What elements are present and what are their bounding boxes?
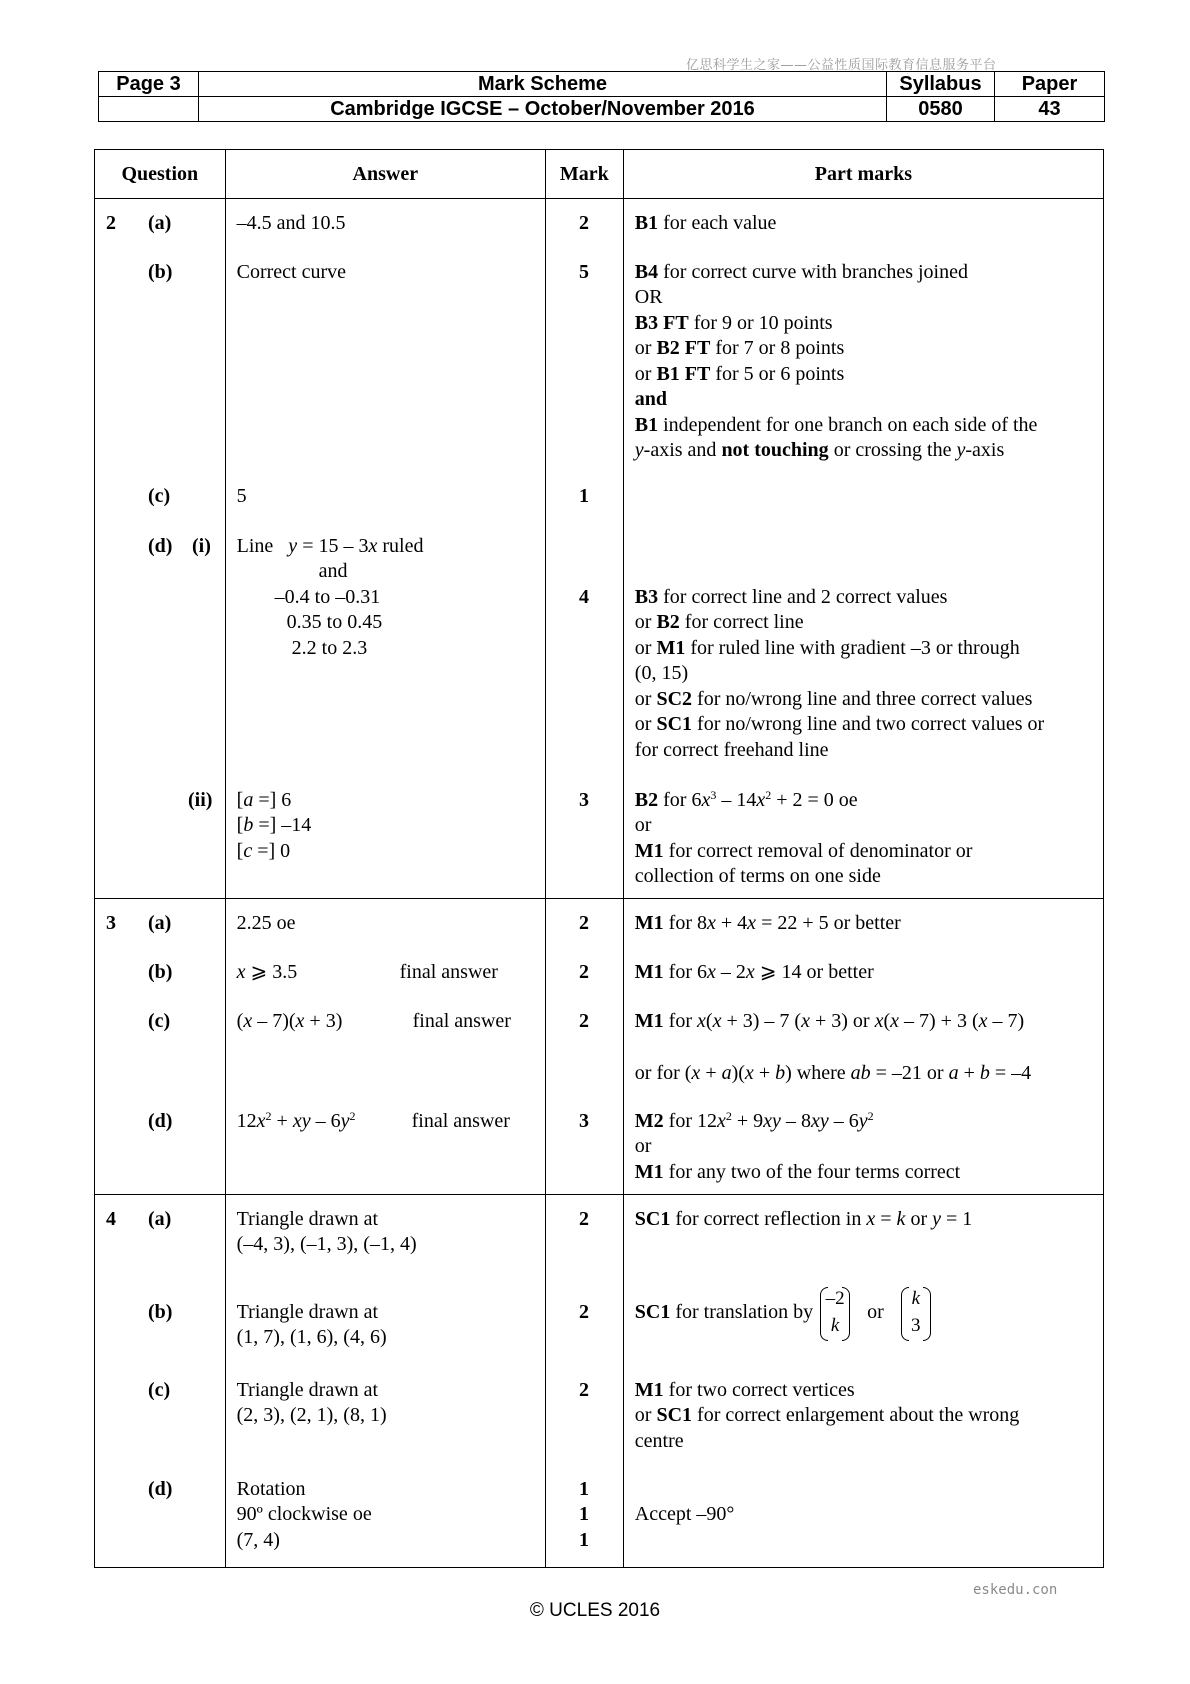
q4d-part-marks: Accept –90°	[634, 1503, 735, 1525]
q3d-part-marks-2: or	[634, 1135, 652, 1157]
q3b-mark: 2	[578, 961, 589, 983]
q2di-answer-range2: 0.35 to 0.45	[286, 611, 383, 633]
q3d-label: (d)	[148, 1110, 173, 1132]
q4a-part-marks: SC1 for correct reflection in x = k or y = 1	[634, 1208, 973, 1230]
q3b-label: (b)	[148, 961, 173, 983]
q4d-answer-2: 90º clockwise oe	[236, 1503, 372, 1525]
q2dii-pm-4: collection of terms on one side	[634, 865, 881, 887]
q3a-mark: 2	[578, 912, 589, 934]
q2di-answer-range3: 2.2 to 2.3	[291, 637, 368, 659]
q2b-label: (b)	[148, 261, 173, 283]
q2di-pm-7: for correct freehand line	[634, 739, 829, 761]
q4c-answer-1: Triangle drawn at	[236, 1379, 379, 1401]
q2c-label: (c)	[148, 485, 171, 507]
q2di-label: (i)	[192, 535, 211, 557]
question-3-row	[95, 899, 1104, 1195]
q3a-answer: 2.25 oe	[236, 912, 296, 934]
q2dii-pm-2: or	[634, 814, 652, 836]
q3c-part-marks-1: M1 for x(x + 3) – 7 (x + 3) or x(x – 7) + 3 (x – 7)	[634, 1010, 1025, 1032]
q3c-part-marks-2: or for (x + a)(x + b) where ab = –21 or a + b = –4	[634, 1062, 1032, 1084]
q2b-pm-3: B3 FT for 9 or 10 points	[634, 312, 833, 334]
q3a-part-marks: M1 for 8x + 4x = 22 + 5 or better	[634, 912, 901, 934]
header-table	[98, 71, 1105, 122]
q4a-answer-2: (–4, 3), (–1, 3), (–1, 4)	[236, 1233, 417, 1255]
q2c-mark: 1	[578, 485, 589, 507]
q2-number: 2	[106, 212, 116, 234]
vector-1: –2 k	[820, 1287, 850, 1339]
q4-mark-cell	[545, 1195, 623, 1568]
q4b-mark: 2	[578, 1301, 589, 1323]
q2di-pm-2: or B2 for correct line	[634, 611, 804, 633]
col-answer: Answer	[225, 150, 545, 199]
q4d-mark-1: 1	[578, 1478, 589, 1500]
q4a-answer-1: Triangle drawn at	[236, 1208, 379, 1230]
q4d-mark-3: 1	[578, 1529, 589, 1551]
q2di-pm-1: B3 for correct line and 2 correct values	[634, 586, 948, 608]
q3-answer-cell	[225, 899, 545, 1195]
q3d-answer: $12x^2$ + xy – $6y^2$	[236, 1109, 356, 1132]
q4d-answer-3: (7, 4)	[236, 1529, 280, 1551]
q4c-mark: 2	[578, 1379, 589, 1401]
q3c-mark: 2	[578, 1010, 589, 1032]
q2dii-answer-a: [a =] 6	[236, 789, 292, 811]
q3b-part-marks: M1 for 6x – 2x ⩾ 14 or better	[634, 961, 874, 983]
vector-2: k 3	[901, 1287, 931, 1339]
q4c-label: (c)	[148, 1379, 171, 1401]
question-2-row	[95, 199, 1104, 899]
q4-number: 4	[106, 1208, 116, 1230]
q2dii-answer-c: [c =] 0	[236, 840, 291, 862]
q3d-final-answer: final answer	[411, 1110, 510, 1132]
question-4-row	[95, 1195, 1104, 1568]
q2a-answer: –4.5 and 10.5	[236, 212, 346, 234]
syllabus-code: 0580	[887, 97, 995, 122]
q2-question-cell	[95, 199, 226, 899]
q2di-answer-range1: –0.4 to –0.31	[274, 586, 381, 608]
q2a-mark: 2	[578, 212, 589, 234]
watermark-top: 亿思科学生之家——公益性质国际教育信息服务平台	[686, 58, 997, 73]
paper-label: Paper	[995, 72, 1105, 97]
q2di-pm-5: or SC2 for no/wrong line and three correct values	[634, 688, 1033, 710]
q3d-mark: 3	[578, 1110, 589, 1132]
q3-question-cell	[95, 899, 226, 1195]
mark-scheme-title: Mark Scheme	[199, 72, 887, 97]
header-empty	[99, 97, 199, 122]
q2a-label: (a)	[148, 212, 172, 234]
col-part-marks: Part marks	[623, 150, 1103, 199]
watermark-bottom: eskedu.con	[973, 1582, 1058, 1598]
q4-question-cell	[95, 1195, 226, 1568]
q2-part-marks-cell	[623, 199, 1103, 899]
q4b-label: (b)	[148, 1301, 173, 1323]
q3c-label: (c)	[148, 1010, 171, 1032]
q3b-answer: x ⩾ 3.5	[236, 961, 298, 983]
paper-number: 43	[995, 97, 1105, 122]
q4c-part-marks-1: M1 for two correct vertices	[634, 1379, 855, 1401]
q4a-label: (a)	[148, 1208, 172, 1230]
q3-part-marks-cell	[623, 899, 1103, 1195]
q2b-pm-6: and	[634, 388, 668, 410]
q4d-label: (d)	[148, 1478, 173, 1500]
q2dii-pm-3: M1 for correct removal of denominator or	[634, 840, 973, 862]
q2-mark-cell	[545, 199, 623, 899]
q2b-mark: 5	[578, 261, 589, 283]
q4d-mark-2: 1	[578, 1503, 589, 1525]
q2b-pm-4: or B2 FT for 7 or 8 points	[634, 337, 845, 359]
q2dii-mark: 3	[578, 789, 589, 811]
q3-mark-cell	[545, 899, 623, 1195]
col-question: Question	[95, 150, 226, 199]
syllabus-label: Syllabus	[887, 72, 995, 97]
q2b-answer: Correct curve	[236, 261, 347, 283]
q4b-answer-2: (1, 7), (1, 6), (4, 6)	[236, 1326, 387, 1348]
q4b-answer-1: Triangle drawn at	[236, 1301, 379, 1323]
mark-scheme-table	[94, 149, 1104, 1568]
q2di-answer-line: Line y = 15 – 3x ruled	[236, 535, 424, 557]
q2di-pm-4: (0, 15)	[634, 662, 689, 684]
q4c-answer-2: (2, 3), (2, 1), (8, 1)	[236, 1404, 387, 1426]
q2b-pm-5: or B1 FT for 5 or 6 points	[634, 363, 845, 385]
q4b-part-marks: SC1 for translation by –2 k or k 3	[635, 1286, 933, 1340]
page-number: Page 3	[99, 72, 199, 97]
q2di-mark: 4	[578, 586, 589, 608]
q4c-part-marks-3: centre	[634, 1430, 684, 1452]
q2dii-label: (ii)	[188, 789, 213, 811]
q4-answer-cell	[225, 1195, 545, 1568]
q2b-pm-8: y-axis and not touching or crossing the y-axis	[634, 439, 1005, 461]
q3a-label: (a)	[148, 912, 172, 934]
q3d-part-marks-1: M2 for $12x^2 + 9xy - 8xy - 6y^2$	[634, 1109, 874, 1132]
col-mark: Mark	[545, 150, 623, 199]
q2c-answer: 5	[236, 485, 247, 507]
q2di-pm-6: or SC1 for no/wrong line and two correct values or	[634, 713, 1045, 735]
q3d-part-marks-3: M1 for any two of the four terms correct	[634, 1161, 961, 1183]
q2b-pm-7: B1 independent for one branch on each side of the	[634, 414, 1038, 436]
q2b-pm-1: B4 for correct curve with branches joined	[634, 261, 968, 283]
copyright-footer: © UCLES 2016	[529, 1600, 661, 1621]
q2di-pm-3: or M1 for ruled line with gradient –3 or through	[634, 637, 1020, 659]
q2dii-answer-b: [b =] –14	[236, 814, 312, 836]
q2di-answer-and: and	[318, 560, 348, 582]
exam-title: Cambridge IGCSE – October/November 2016	[199, 97, 887, 122]
q4a-mark: 2	[578, 1208, 589, 1230]
q2d-label: (d)	[148, 535, 173, 557]
q3-number: 3	[106, 912, 116, 934]
q2a-part-marks: B1 for each value	[634, 212, 777, 234]
q4-part-marks-cell	[623, 1195, 1103, 1568]
q3b-final-answer: final answer	[399, 961, 498, 983]
q4c-part-marks-2: or SC1 for correct enlargement about the wrong	[634, 1404, 1020, 1426]
q4d-answer-1: Rotation	[236, 1478, 306, 1500]
q2-answer-cell	[225, 199, 545, 899]
q3c-answer: (x – 7)(x + 3)	[236, 1010, 343, 1032]
q2dii-pm-1: B2 for $6x^3 - 14x^2 + 2 = 0$ oe	[634, 788, 858, 811]
q3c-final-answer: final answer	[412, 1010, 511, 1032]
q2b-pm-2: OR	[634, 286, 663, 308]
